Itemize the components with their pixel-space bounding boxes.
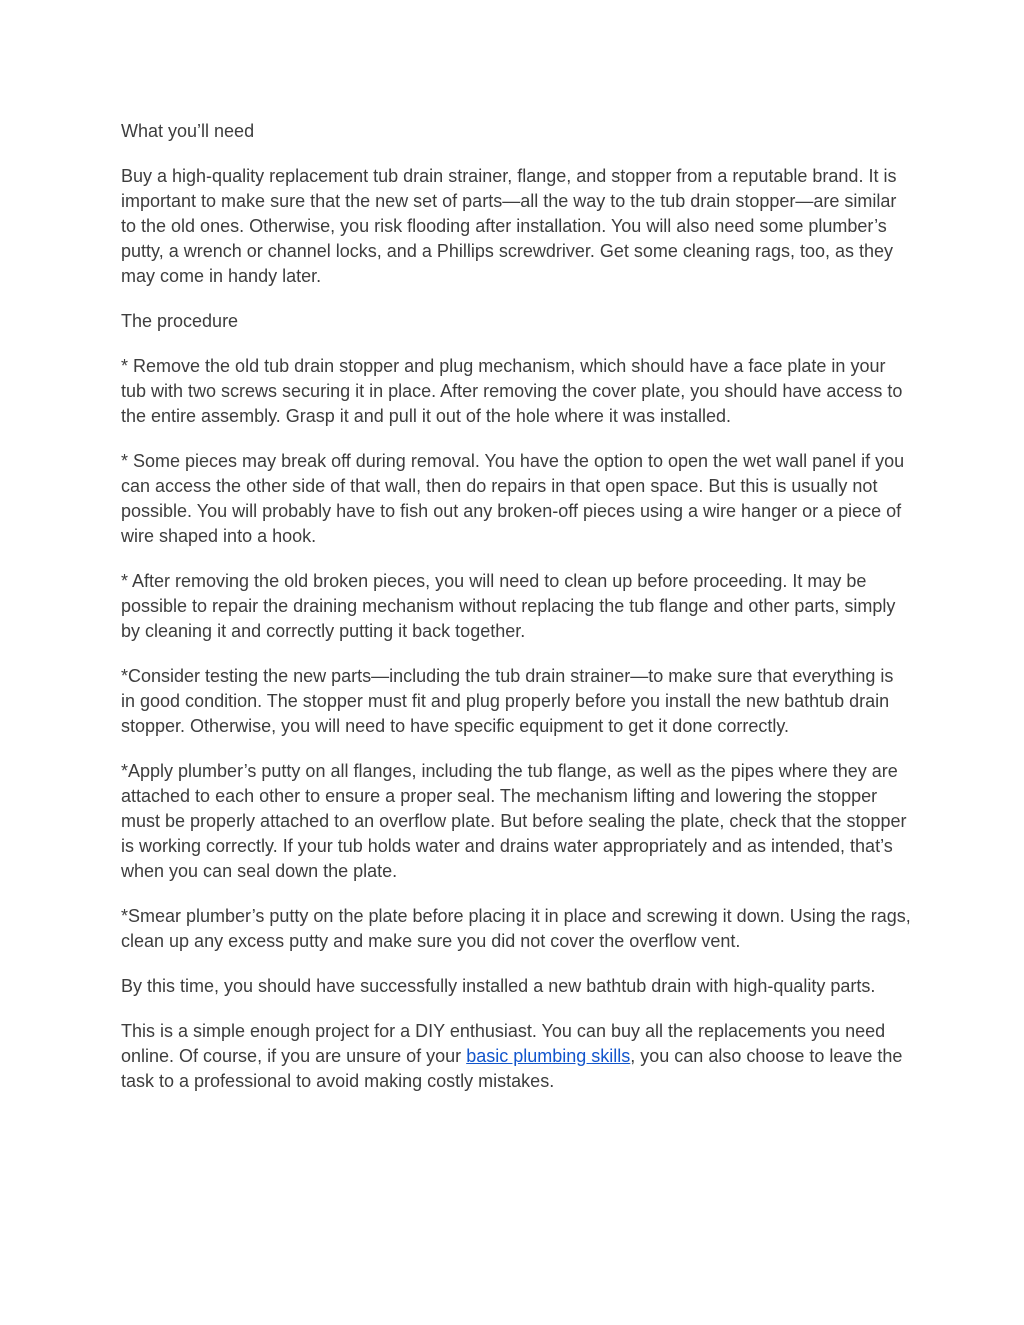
paragraph-needs: Buy a high-quality replacement tub drain strainer, flange, and stopper from a reputable brand. It is important to make sure that the new set of parts—all the way to the tub drain stopper—are similar to the old ones. Otherwise, you risk flooding after installation. You will also need some plumber’s putty, a wrench or channel locks, and a Phillips screwdriver. Get some cleaning rags, too, as they may come in handy later.	[121, 166, 897, 286]
document-page	[121, 119, 911, 1114]
paragraph-result: By this time, you should have successfully installed a new bathtub drain with high-quality parts.	[121, 976, 876, 996]
basic-plumbing-skills-link[interactable]: basic plumbing skills	[466, 1046, 631, 1066]
heading-procedure: The procedure	[121, 311, 239, 331]
closing-text-before-link: This is a simple enough project for a DIY enthusiast. You can buy all the replacements you need online. Of course, if you are unsure of your	[121, 1021, 886, 1066]
procedure-step-4: *Consider testing the new parts—including the tub drain strainer—to make sure that everything is in good condition. The stopper must fit and plug properly before you install the new bathtub drain stopper. Otherwise, you will need to have specific equipment to get it done correctly.	[121, 666, 894, 736]
procedure-step-2: * Some pieces may break off during removal. You have the option to open the wet wall panel if you can access the other side of that wall, then do repairs in that open space. But this is usually not possible. You will probably have to fish out any broken-off pieces using a wire hanger or a piece of wire shaped into a hook.	[121, 451, 905, 546]
procedure-step-1: * Remove the old tub drain stopper and plug mechanism, which should have a face plate in your tub with two screws securing it in place. After removing the cover plate, you should have access to the entire assembly. Grasp it and pull it out of the hole where it was installed.	[121, 356, 903, 426]
procedure-step-6: *Smear plumber’s putty on the plate before placing it in place and screwing it down. Using the rags, clean up any excess putty and make sure you did not cover the overflow vent.	[121, 906, 911, 951]
heading-what-youll-need: What you’ll need	[121, 121, 255, 141]
procedure-step-3: * After removing the old broken pieces, you will need to clean up before proceeding. It may be possible to repair the draining mechanism without replacing the tub flange and other parts, simply by cleaning it and correctly putting it back together.	[121, 571, 896, 641]
paragraph-closing	[121, 1019, 911, 1094]
closing-text-after-link: , you can also choose to leave the task to a professional to avoid making costly mistakes.	[121, 1046, 903, 1091]
procedure-step-5: *Apply plumber’s putty on all flanges, including the tub flange, as well as the pipes where they are attached to each other to ensure a proper seal. The mechanism lifting and lowering the stopper must be properly attached to an overflow plate. But before sealing the plate, check that the stopper is working correctly. If your tub holds water and drains water appropriately and as intended, that’s when you can seal down the plate.	[121, 761, 907, 881]
